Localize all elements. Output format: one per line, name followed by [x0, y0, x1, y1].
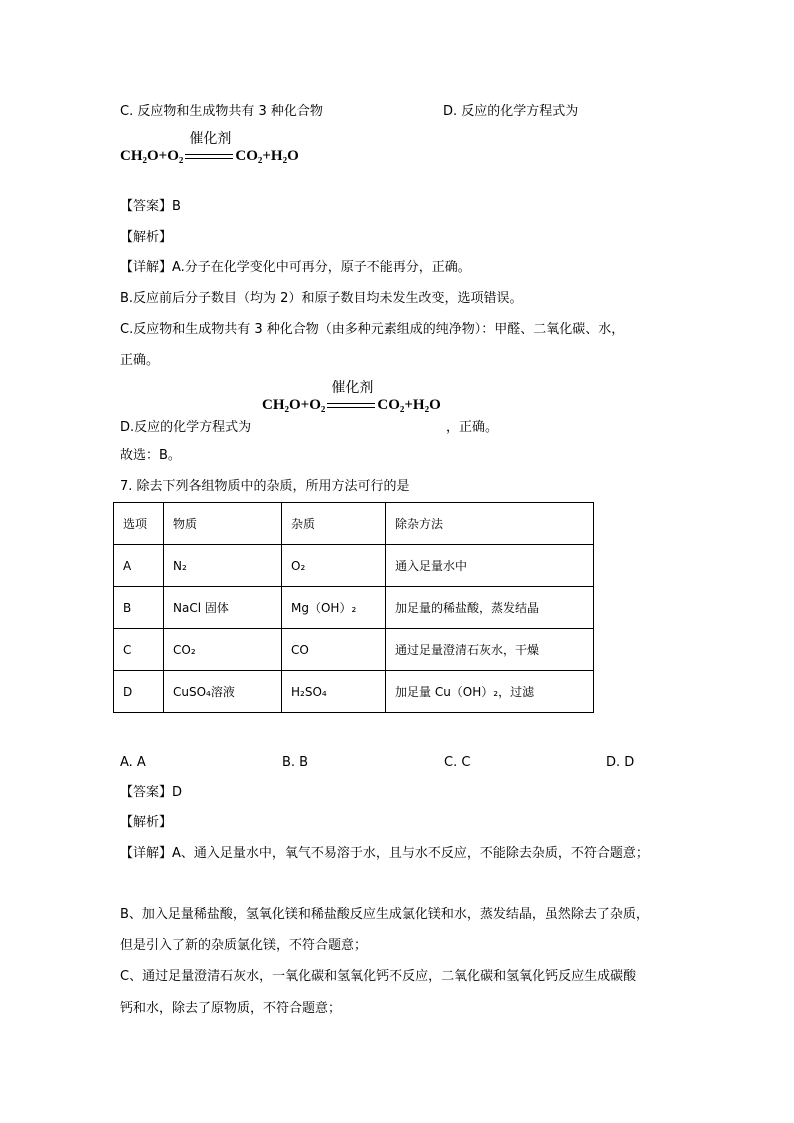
equation-double-line	[185, 154, 233, 159]
q6-detail-c: C.反应物和生成物共有 3 种化合物（由多种元素组成的纯净物）：甲醛、二氧化碳、水，	[120, 322, 625, 337]
q6-detail-a: 【详解】A.分子在化学变化中可再分，原子不能再分，正确。	[120, 260, 471, 275]
chemical-equation	[120, 131, 299, 165]
q6-analysis-label: 【解析】	[120, 230, 173, 245]
equation-products: CO₂+H₂O	[377, 397, 441, 413]
equation-products: CO₂+H₂O	[235, 148, 299, 164]
table-cell: Mg（OH）₂	[282, 587, 386, 629]
equation-reactants: CH₂O+O₂	[262, 397, 326, 413]
chemical-equation-inline	[262, 380, 441, 414]
q7-detail-a: 【详解】A、通入足量水中，氧气不易溶于水，且与水不反应，不能除去杂质，不符合题意；	[120, 846, 649, 861]
table-cell: A	[114, 545, 164, 587]
table-cell: 加足量 Cu（OH）₂，过滤	[386, 671, 594, 713]
table-cell: D	[114, 671, 164, 713]
table-cell: CuSO₄溶液	[164, 671, 282, 713]
header-cell: 杂质	[282, 503, 386, 545]
q6-detail-d-end: ，正确。	[446, 420, 499, 435]
q7-option-c: C. C	[444, 755, 471, 770]
table-cell: N₂	[164, 545, 282, 587]
q7-stem: 7. 除去下列各组物质中的杂质，所用方法可行的是	[120, 479, 410, 494]
q6-option-d: D. 反应的化学方程式为	[443, 104, 579, 119]
equation-condition: 催化剂	[331, 380, 374, 396]
q7-detail-b-cont: 但是引入了新的杂质氯化镁，不符合题意；	[120, 938, 368, 953]
impurity-table	[113, 502, 594, 713]
header-cell: 物质	[164, 503, 282, 545]
q6-conclusion: 故选：B。	[120, 448, 181, 463]
q7-detail-c: C、通过足量澄清石灰水，一氧化碳和氢氧化钙不反应，二氧化碳和氢氧化钙反应生成碳酸	[120, 969, 637, 984]
table-row	[114, 671, 594, 713]
q7-answer: 【答案】D	[120, 785, 183, 800]
table-row	[114, 629, 594, 671]
table-cell: CO	[282, 629, 386, 671]
table-row	[114, 545, 594, 587]
q6-detail-d: D.反应的化学方程式为	[120, 420, 252, 435]
q6-detail-b: B.反应前后分子数目（均为 2）和原子数目均未发生改变，选项错误。	[120, 291, 523, 306]
q6-answer: 【答案】B	[120, 199, 181, 214]
q7-analysis-label: 【解析】	[120, 815, 173, 830]
table-header-row	[114, 503, 594, 545]
header-cell: 除杂方法	[386, 503, 594, 545]
equation-condition: 催化剂	[189, 131, 232, 147]
header-cell: 选项	[114, 503, 164, 545]
q7-option-d: D. D	[606, 755, 635, 770]
table-cell: O₂	[282, 545, 386, 587]
table-cell: H₂SO₄	[282, 671, 386, 713]
q7-option-b: B. B	[282, 755, 309, 770]
q6-detail-c-cont: 正确。	[120, 353, 160, 368]
table-cell: 加足量的稀盐酸，蒸发结晶	[386, 587, 594, 629]
q7-option-a: A. A	[120, 755, 146, 770]
table-cell: 通入足量水中	[386, 545, 594, 587]
q7-detail-c-cont: 钙和水，除去了原物质，不符合题意；	[120, 1001, 342, 1016]
table-cell: B	[114, 587, 164, 629]
equation-reactants: CH₂O+O₂	[120, 148, 184, 164]
q6-option-c: C. 反应物和生成物共有 3 种化合物	[120, 104, 323, 119]
equation-double-line	[327, 403, 375, 408]
table-cell: C	[114, 629, 164, 671]
q7-detail-b: B、加入足量稀盐酸，氢氧化镁和稀盐酸反应生成氯化镁和水，蒸发结晶，虽然除去了杂质，	[120, 907, 649, 922]
table-cell: NaCl 固体	[164, 587, 282, 629]
table-row	[114, 587, 594, 629]
table-cell: 通过足量澄清石灰水，干燥	[386, 629, 594, 671]
table-cell: CO₂	[164, 629, 282, 671]
